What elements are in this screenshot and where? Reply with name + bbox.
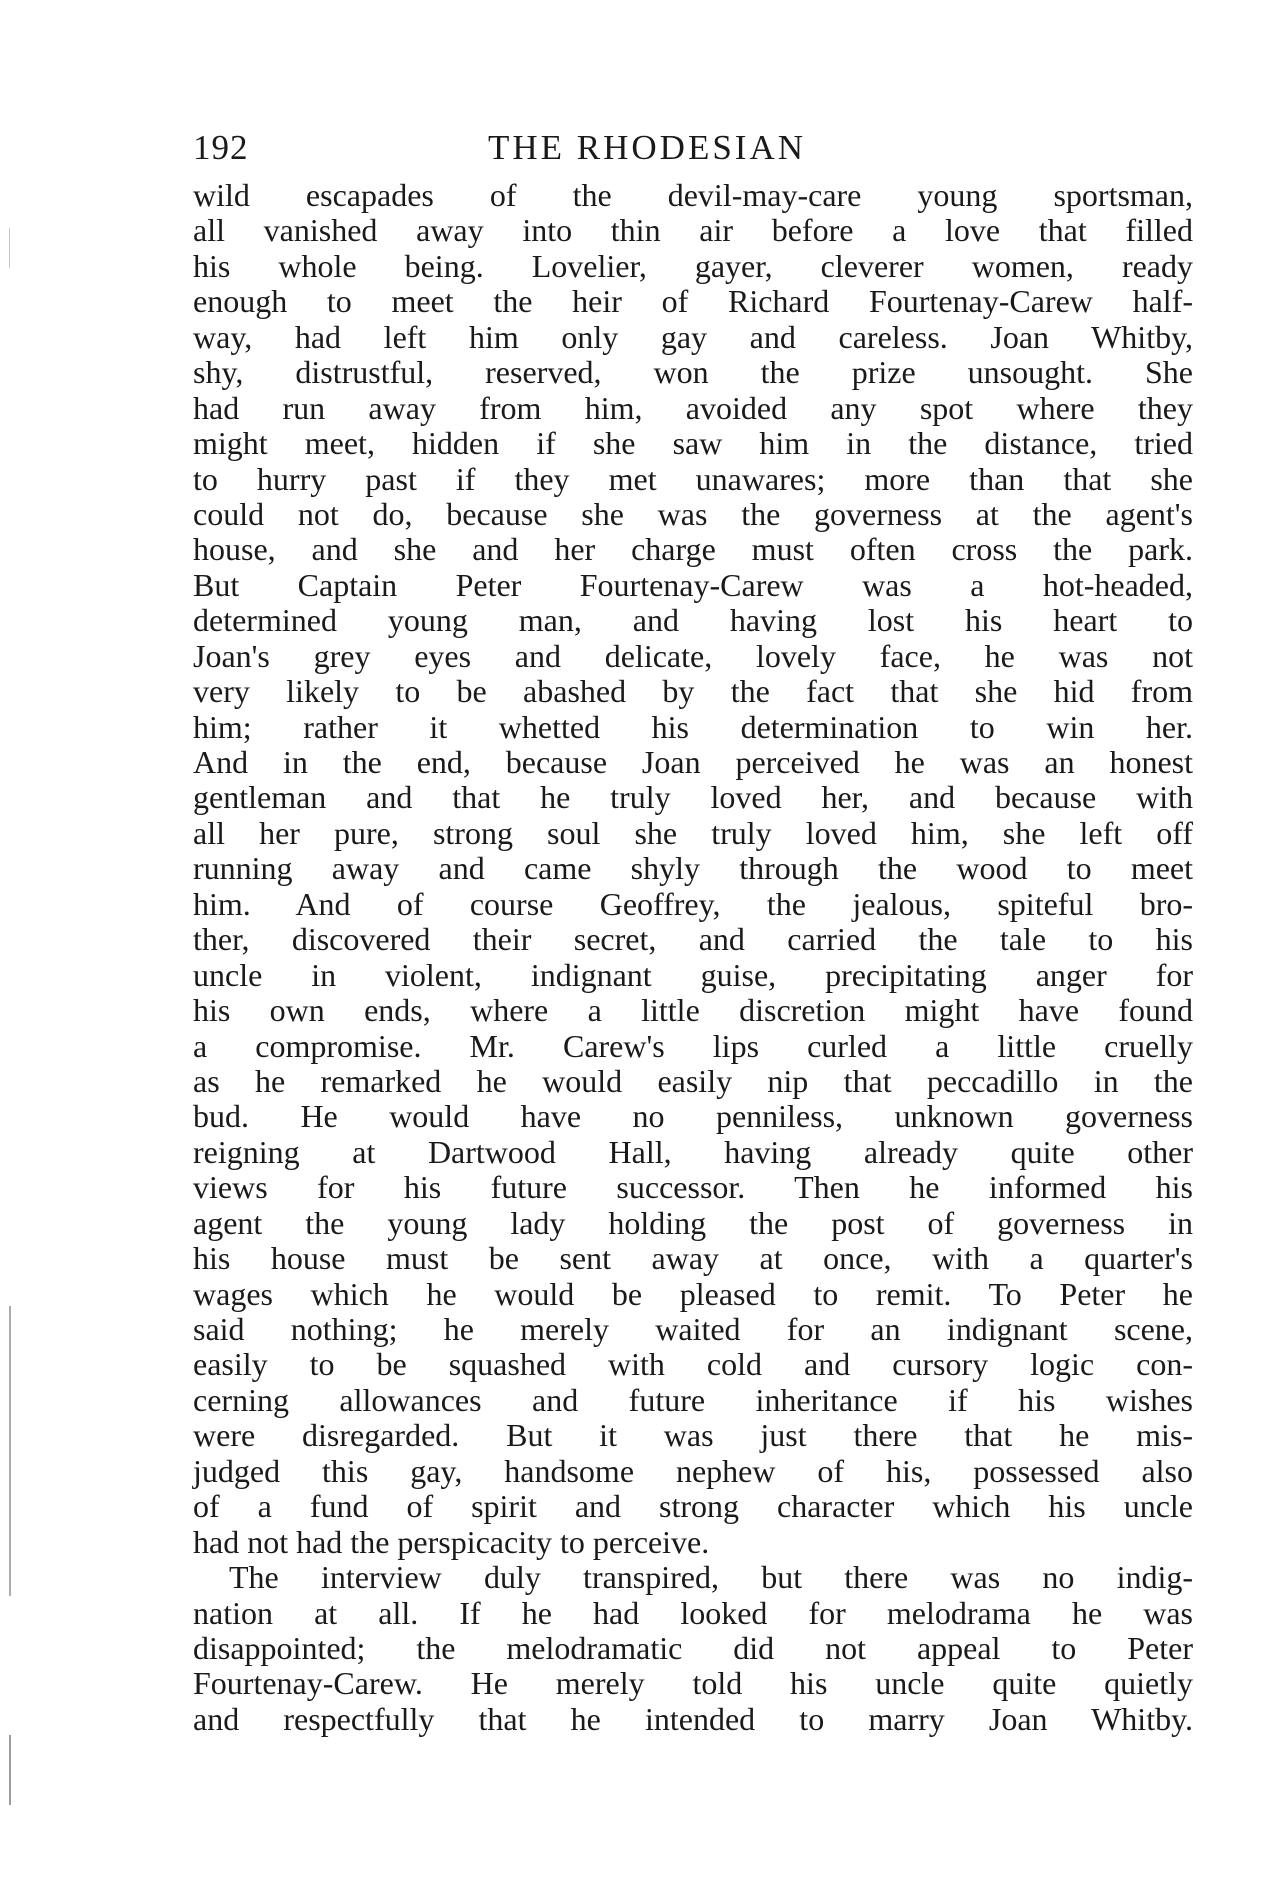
text-line: bud. He would have no penniless, unknown governess [193,1098,1193,1135]
text-line: shy, distrustful, reserved, won the prize unsought. She [193,354,1193,391]
text-line: Fourtenay-Carew. He merely told his uncle quite quietly [193,1665,1193,1702]
text-line: wild escapades of the devil-may-care young sportsman, [193,177,1193,213]
text-line: enough to meet the heir of Richard Fourtenay-Carew half- [193,283,1193,320]
text-line-paragraph-start: The interview duly transpired, but there was no indig- [229,1559,1193,1596]
text-line: all vanished away into thin air before a love that filled [193,212,1193,249]
text-line: ther, discovered their secret, and carried the tale to his [193,921,1193,958]
scan-margin-mark [9,1735,11,1805]
running-title: THE RHODESIAN [488,128,807,167]
text-line: had run away from him, avoided any spot where they [193,389,1193,426]
text-line: his house must be sent away at once, with a quarter's [193,1240,1193,1277]
text-line: could not do, because she was the governess at the agent's [193,495,1193,532]
text-line: might meet, hidden if she saw him in the distance, tried [193,425,1193,462]
text-line: and respectfully that he intended to marry Joan Whitby. [193,1700,1193,1737]
text-line: uncle in violent, indignant guise, precipitating anger for [193,956,1193,993]
scan-margin-mark [9,1306,11,1596]
text-line: his whole being. Lovelier, gayer, cleverer women, ready [193,247,1193,284]
text-line: But Captain Peter Fourtenay-Carew was a hot-headed, [193,566,1193,603]
text-line: gentleman and that he truly loved her, and because with [193,779,1193,816]
text-line: of a fund of spirit and strong character which his uncle [193,1488,1193,1525]
text-line: him; rather it whetted his determination to win her. [193,708,1193,745]
text-line: were disregarded. But it was just there that he mis- [193,1417,1193,1454]
text-line-paragraph-end: had not had the perspicacity to perceive. [193,1523,710,1560]
body-text [193,178,1193,1737]
text-line: cerning allowances and future inheritance if his wishes [193,1381,1193,1418]
text-line: to hurry past if they met unawares; more than that she [193,460,1193,497]
text-line: all her pure, strong soul she truly loved him, she left off [193,814,1193,851]
text-line: easily to be squashed with cold and cursory logic con- [193,1346,1193,1383]
text-line: him. And of course Geoffrey, the jealous, spiteful bro- [193,885,1193,922]
scan-margin-mark [9,228,10,268]
page-number: 192 [193,128,249,167]
text-line: very likely to be abashed by the fact that she hid from [193,673,1193,710]
text-line: as he remarked he would easily nip that peccadillo in the [193,1062,1193,1099]
text-line: nation at all. If he had looked for melodrama he was [193,1594,1193,1631]
text-line: house, and she and her charge must often cross the park. [193,531,1193,568]
text-line: views for his future successor. Then he informed his [193,1169,1193,1206]
text-line: running away and came shyly through the wood to meet [193,850,1193,887]
text-line: reigning at Dartwood Hall, having already quite other [193,1133,1193,1170]
text-line: Joan's grey eyes and delicate, lovely face, he was not [193,637,1193,674]
text-line: judged this gay, handsome nephew of his, possessed also [193,1452,1193,1489]
text-line: agent the young lady holding the post of governess in [193,1204,1193,1241]
running-head [193,128,1193,172]
text-line: a compromise. Mr. Carew's lips curled a little cruelly [193,1027,1193,1064]
text-line: his own ends, where a little discretion might have found [193,992,1193,1029]
text-line: way, had left him only gay and careless. Joan Whitby, [193,318,1193,355]
text-line: disappointed; the melodramatic did not appeal to Peter [193,1629,1193,1666]
text-line: wages which he would be pleased to remit. To Peter he [193,1275,1193,1312]
text-line: And in the end, because Joan perceived he was an honest [193,744,1193,780]
text-line: determined young man, and having lost his heart to [193,602,1193,639]
text-line: said nothing; he merely waited for an indignant scene, [193,1311,1193,1347]
